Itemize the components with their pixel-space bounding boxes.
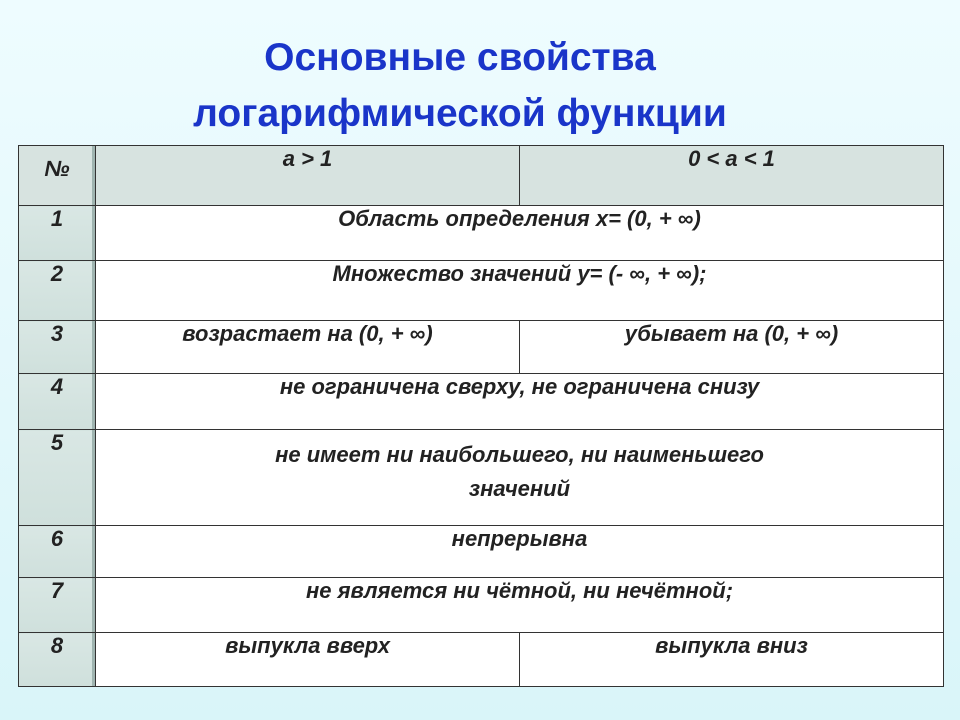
row-text: Область определения x= (0, + ∞) [96,206,944,261]
header-a-between-0-1: 0 < a < 1 [520,146,944,206]
table-row [19,578,944,633]
row-text-line-1: не имеет ни наибольшего, ни наименьшего [275,442,764,467]
row-col2: выпукла вниз [520,633,944,687]
row-col1: возрастает на (0, + ∞) [96,321,520,374]
row-col1: выпукла вверх [96,633,520,687]
table-row [19,430,944,526]
table-row [19,633,944,687]
row-num: 3 [19,321,96,374]
row-col2: убывает на (0, + ∞) [520,321,944,374]
table-row [19,261,944,321]
table-header-row [19,146,944,206]
row-text: не является ни чётной, ни нечётной; [96,578,944,633]
row-num: 4 [19,374,96,430]
table-row [19,206,944,261]
table-row [19,374,944,430]
row-num: 7 [19,578,96,633]
title-line-1: Основные свойства [264,36,656,79]
properties-table [18,145,944,687]
row-num: 2 [19,261,96,321]
row-text: непрерывна [96,526,944,578]
row-num: 5 [19,430,96,526]
header-num: № [19,146,96,206]
title-line-2: логарифмической функции [193,92,727,135]
row-num: 8 [19,633,96,687]
row-text: не ограничена сверху, не ограничена снизу [96,374,944,430]
row-text-line-2: значений [468,476,571,501]
header-a-greater-1: a > 1 [96,146,520,206]
row-num: 6 [19,526,96,578]
page-title [0,30,920,142]
row-text [96,430,944,526]
table-row [19,526,944,578]
row-num: 1 [19,206,96,261]
table-row [19,321,944,374]
row-text: Множество значений y= (- ∞, + ∞); [96,261,944,321]
